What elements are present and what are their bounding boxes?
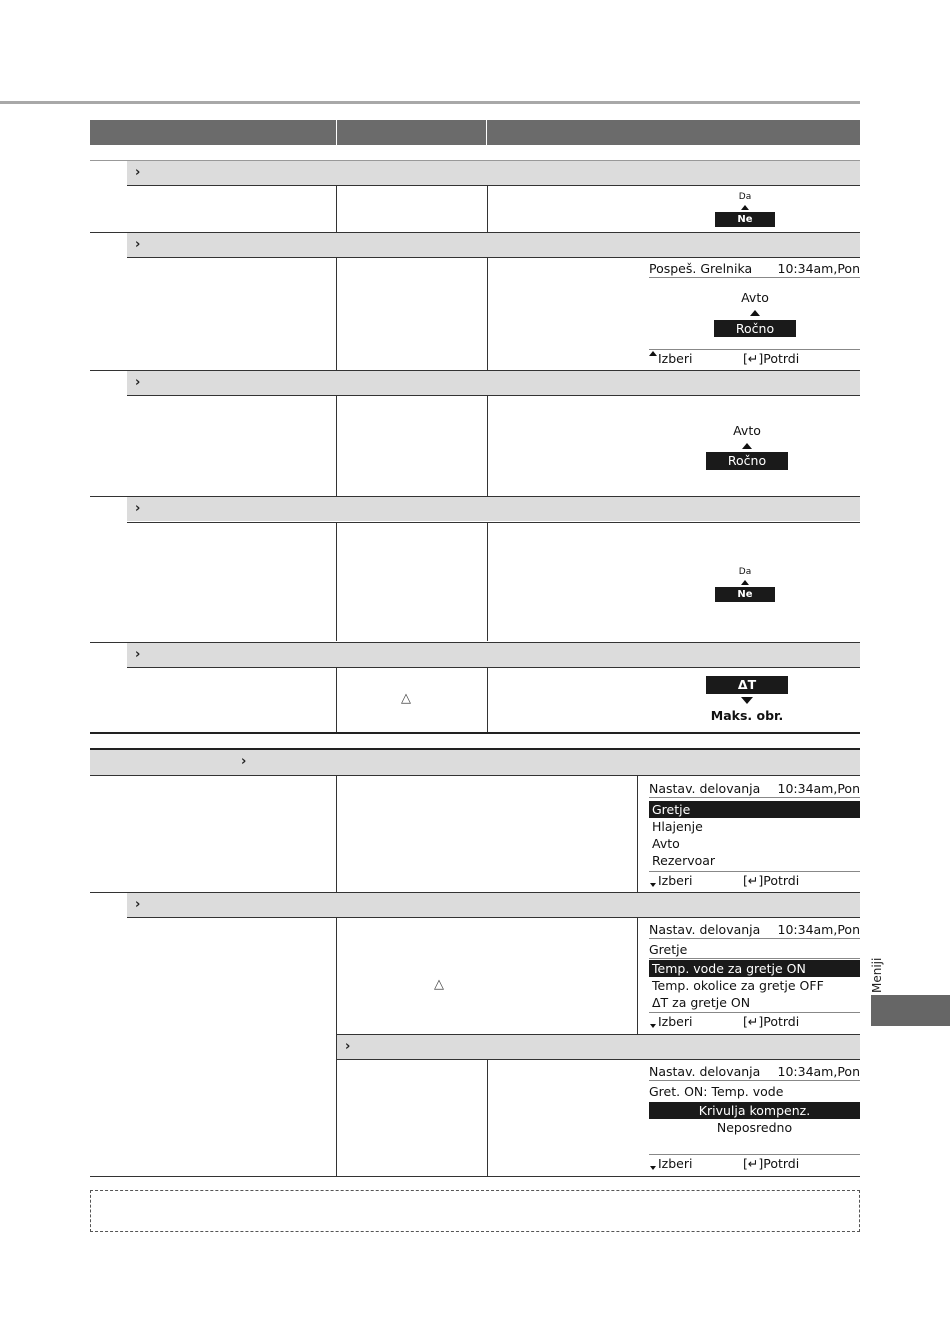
chevron-right-icon: › [135, 897, 141, 912]
chevron-right-icon: › [241, 754, 247, 769]
footer-confirm: [↵]Potrdi [743, 1156, 800, 1171]
col-divider [487, 523, 488, 641]
screen-divider [649, 277, 860, 278]
col-divider [336, 396, 337, 496]
screen-time: 10:34am,Pon [777, 1064, 860, 1079]
menu-item-selected[interactable]: Gretje [649, 801, 860, 818]
divider [127, 257, 860, 258]
screen-divider [649, 871, 860, 872]
screen-divider [649, 958, 860, 959]
menu-item[interactable]: Temp. okolice za gretje OFF [652, 978, 824, 993]
footer-confirm: [↵]Potrdi [743, 873, 800, 888]
chevron-right-icon: › [135, 501, 141, 516]
screen-title: Nastav. delovanja [649, 1064, 761, 1079]
footer-select: Izberi [658, 1156, 693, 1171]
section-row[interactable] [127, 893, 860, 917]
subsection-row[interactable] [337, 1035, 860, 1059]
option-da: Da [738, 567, 752, 577]
chevron-right-icon: › [135, 647, 141, 662]
screen-title: Nastav. delovanja [649, 781, 761, 796]
side-tab-label: Meniji [870, 957, 884, 993]
chevron-right-icon: › [345, 1039, 351, 1054]
col-divider [487, 258, 488, 370]
screen-divider [649, 1012, 860, 1013]
section-row[interactable] [127, 161, 860, 185]
menu-item-selected[interactable]: Krivulja kompenz. [649, 1102, 860, 1119]
screen-time: 10:34am,Pon [777, 781, 860, 796]
up-arrow-icon [741, 580, 749, 585]
group-row[interactable] [90, 750, 860, 775]
menu-item[interactable]: ΔT za gretje ON [652, 995, 751, 1010]
divider [90, 1176, 860, 1177]
option-da: Da [738, 192, 752, 202]
screen-time: 10:34am,Pon [777, 261, 860, 276]
option-rocno-selected: Ročno [706, 452, 788, 470]
option-ne-selected: Ne [715, 212, 775, 227]
menu-item[interactable]: Neposredno [716, 1120, 793, 1135]
screen-subtitle: Gretje [649, 942, 688, 957]
chevron-right-icon: › [135, 165, 141, 180]
top-rule [0, 101, 860, 104]
divider [127, 185, 860, 186]
footer-select: Izberi [658, 1014, 693, 1029]
footer-select: Izberi [658, 351, 693, 366]
option-rocno-selected: Ročno [714, 320, 796, 337]
down-arrow-icon [650, 883, 656, 887]
col-divider [487, 186, 488, 232]
screen-divider [649, 938, 860, 939]
divider-thick [90, 732, 860, 734]
option-ne-selected: Ne [715, 587, 775, 602]
table-header-col-1 [90, 120, 336, 145]
col-divider [637, 776, 638, 892]
section-row[interactable] [127, 233, 860, 257]
footer-confirm: [↵]Potrdi [743, 351, 800, 366]
divider [127, 522, 860, 523]
option-avto: Avto [733, 423, 761, 438]
option-avto: Avto [741, 290, 769, 305]
side-tab[interactable] [871, 995, 950, 1026]
screen-divider [649, 1154, 860, 1155]
col-divider [487, 396, 488, 496]
screen-title: Pospeš. Grelnika [649, 261, 753, 276]
chevron-right-icon: › [135, 375, 141, 390]
footer-confirm: [↵]Potrdi [743, 1014, 800, 1029]
col-divider [336, 186, 337, 232]
section-row[interactable] [127, 643, 860, 667]
divider [127, 917, 860, 918]
up-arrow-icon [741, 205, 749, 210]
col-divider [336, 776, 337, 892]
screen-title: Nastav. delovanja [649, 922, 761, 937]
divider [90, 775, 860, 776]
col-divider [487, 1060, 488, 1176]
menu-item[interactable]: Rezervoar [652, 853, 716, 868]
screen-divider [649, 1080, 860, 1081]
footer-select: Izberi [658, 873, 693, 888]
down-arrow-icon [741, 697, 753, 704]
delta-symbol: △ [401, 691, 411, 706]
up-arrow-icon [742, 443, 752, 449]
menu-item-selected[interactable]: Temp. vode za gretje ON [649, 960, 860, 977]
col-divider [336, 523, 337, 641]
divider [127, 395, 860, 396]
col-divider [336, 258, 337, 370]
screen-divider [649, 349, 860, 350]
menu-item[interactable]: Avto [652, 836, 680, 851]
down-arrow-icon [650, 1024, 656, 1028]
up-arrow-icon [750, 310, 760, 316]
section-row[interactable] [127, 497, 860, 521]
option-delta-selected: ΔT [706, 676, 788, 694]
table-header-col-3 [487, 120, 860, 145]
note-box [90, 1190, 860, 1232]
menu-item[interactable]: Hlajenje [652, 819, 703, 834]
up-arrow-icon [649, 351, 657, 356]
screen-subtitle: Gret. ON: Temp. vode [649, 1084, 784, 1099]
section-row[interactable] [127, 371, 860, 395]
screen-divider [649, 797, 860, 798]
col-divider [637, 918, 638, 1034]
table-header-col-2 [337, 120, 486, 145]
col-divider [487, 668, 488, 732]
chevron-right-icon: › [135, 237, 141, 252]
screen-time: 10:34am,Pon [777, 922, 860, 937]
divider [127, 667, 860, 668]
option-maks: Maks. obr. [710, 708, 784, 723]
col-divider [336, 668, 337, 732]
divider [337, 1059, 860, 1060]
down-arrow-icon [650, 1166, 656, 1170]
delta-symbol: △ [434, 977, 444, 992]
